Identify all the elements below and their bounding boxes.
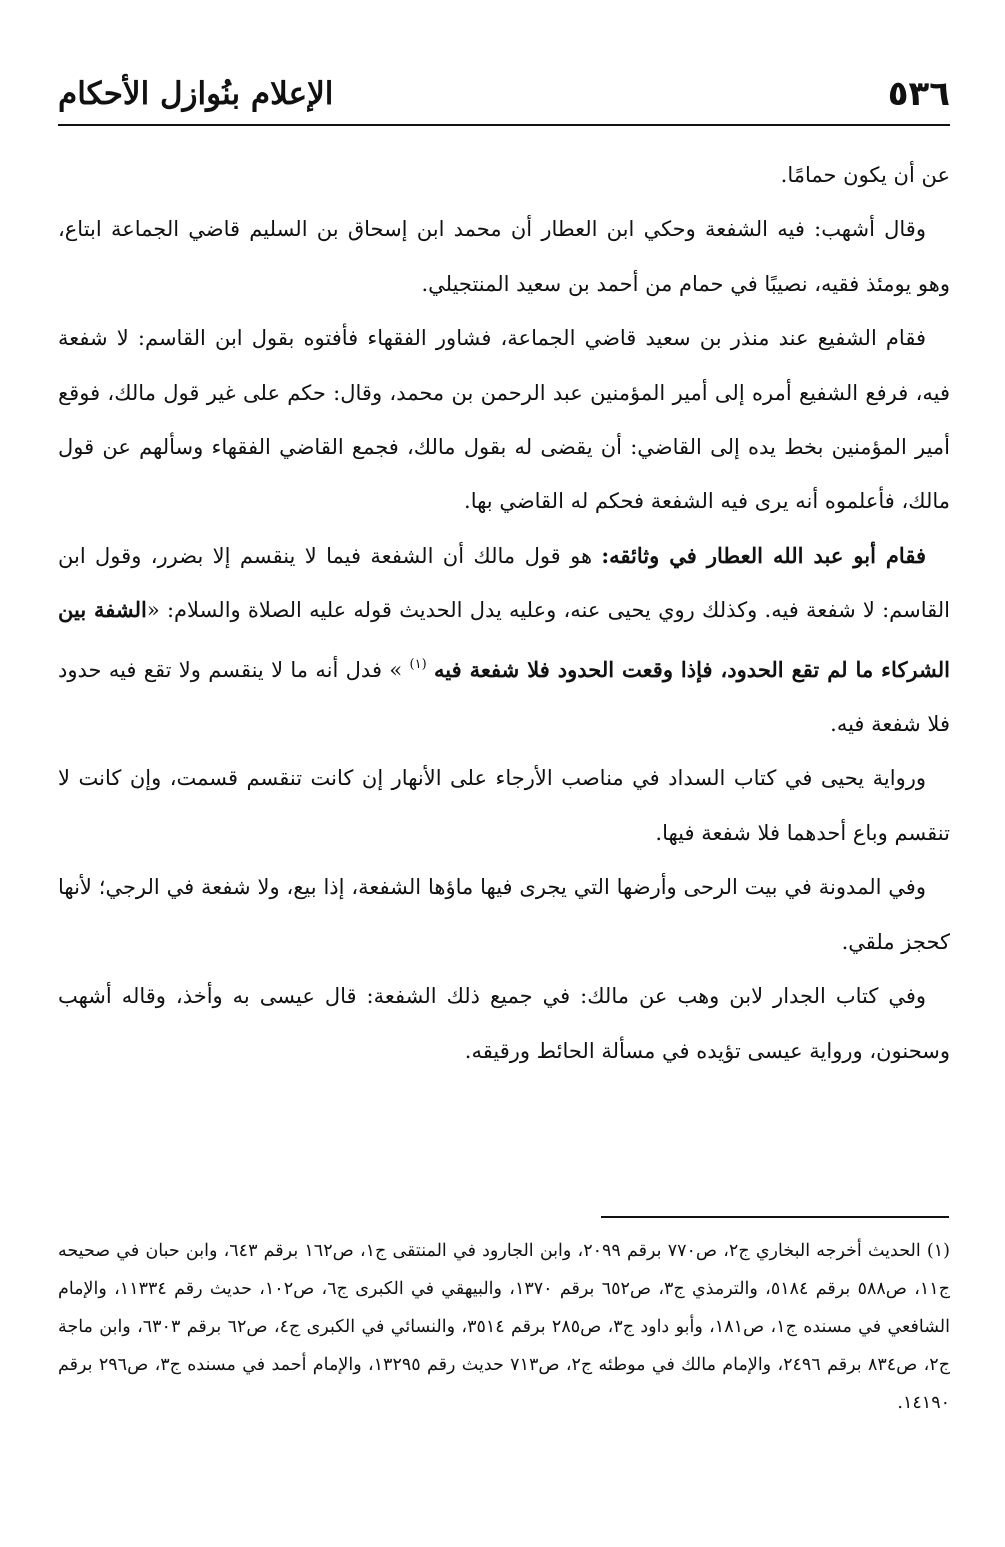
paragraph-2: وقال أشهب: فيه الشفعة وحكي ابن العطار أن محمد ابن إسحاق بن السليم قاضي الجماعة ابتاع، وهو يومئذ فقيه، نصيبًا في حمام من أحمد بن سعيد المنتجيلي. xyxy=(58,217,950,296)
paragraph-5: ورواية يحيى في كتاب السداد في مناصب الأرجاء على الأنهار إن كانت تنقسم قسمت، وإن كانت لا تنقسم وباع أحدهما فلا شفعة فيها. xyxy=(58,766,950,845)
footnote-reference[interactable]: (١) xyxy=(409,656,427,672)
paragraph-3: فقام الشفيع عند منذر بن سعيد قاضي الجماعة، فشاور الفقهاء فأفتوه بقول ابن القاسم: لا شفعة فيه، فرفع الشفيع أمره إلى أمير المؤمنين عبد الرحمن بن محمد، وقال: حكم على غير قول مالك، فوقع أمير المؤمنين بخط يده إلى القاضي: أن يقضى له بقول مالك، فجمع القاضي الفقهاء وسألهم عن قول مالك، فأعلموه أنه يرى فيه الشفعة فحكم له القاضي بها. xyxy=(58,326,950,514)
page-header xyxy=(58,66,950,126)
page-number: ٥٣٦ xyxy=(887,74,950,114)
paragraph-6: وفي المدونة في بيت الرحى وأرضها التي يجرى فيها ماؤها الشفعة، إذا بيع، ولا شفعة في الرجي؛ لأنها كحجز ملقي. xyxy=(58,875,950,954)
running-title: الإعلام بنُوازل الأحكام xyxy=(58,76,334,112)
paragraph-4-text-a: هو قول مالك أن الشفعة فيما لا ينقسم إلا بضرر، وقول ابن القاسم: لا شفعة فيه. وكذلك روي يحيى عنه، وعليه يدل الحديث قوله عليه الصلاة والسلام: « xyxy=(58,543,950,623)
footnote-separator xyxy=(601,1216,949,1218)
footnote-1: (١) الحديث أخرجه البخاري ج٢، ص٧٧٠ برقم ٢٠٩٩، وابن الجارود في المنتقى ج١، ص١٦٢ برقم ٦٤٣، وابن حبان في صحيحه ج١١، ص٥٨٨ برقم ٥١٨٤، والترمذي ج٣، ص٦٥٢ برقم ١٣٧٠، والبيهقي في الكبرى ج٦، ص١٠٢، حديث رقم ١١٣٣٤، والإمام الشافعي في مسنده ج١، ص١٨١، وأبو داود ج٣، ص٢٨٥ برقم ٣٥١٤، والنسائي في الكبرى ج٤، ص٦٢ برقم ٦٣٠٣، وابن ماجة ج٢، ص٨٣٤ برقم ٢٤٩٦، والإمام مالك في موطئه ج٢، ص٧١٣ حديث رقم ١٣٢٩٥، والإمام أحمد في مسنده ج٣، ص٢٩٦ برقم ١٤١٩٠. xyxy=(58,1241,950,1413)
bold-lead-phrase: فقام أبو عبد الله العطار في وثائقه: xyxy=(601,542,926,568)
paragraph-4-text-b: » فدل أنه ما لا ينقسم ولا تقع فيه حدود فلا شفعة فيه. xyxy=(58,657,950,737)
main-text xyxy=(58,148,950,1078)
paragraph-1: عن أن يكون حمامًا. xyxy=(780,163,950,187)
footnotes xyxy=(58,1232,950,1422)
paragraph-7: وفي كتاب الجدار لابن وهب عن مالك: في جميع ذلك الشفعة: قال عيسى به وأخذ، وقاله أشهب وسحنون، ورواية عيسى تؤيده في مسألة الحائط ورقيقه. xyxy=(58,984,950,1063)
hadith-quote: الشفة بين الشركاء ما لم تقع الحدود، فإذا وقعت الحدود فلا شفعة فيه xyxy=(58,597,950,682)
paragraph-4 xyxy=(58,529,950,752)
